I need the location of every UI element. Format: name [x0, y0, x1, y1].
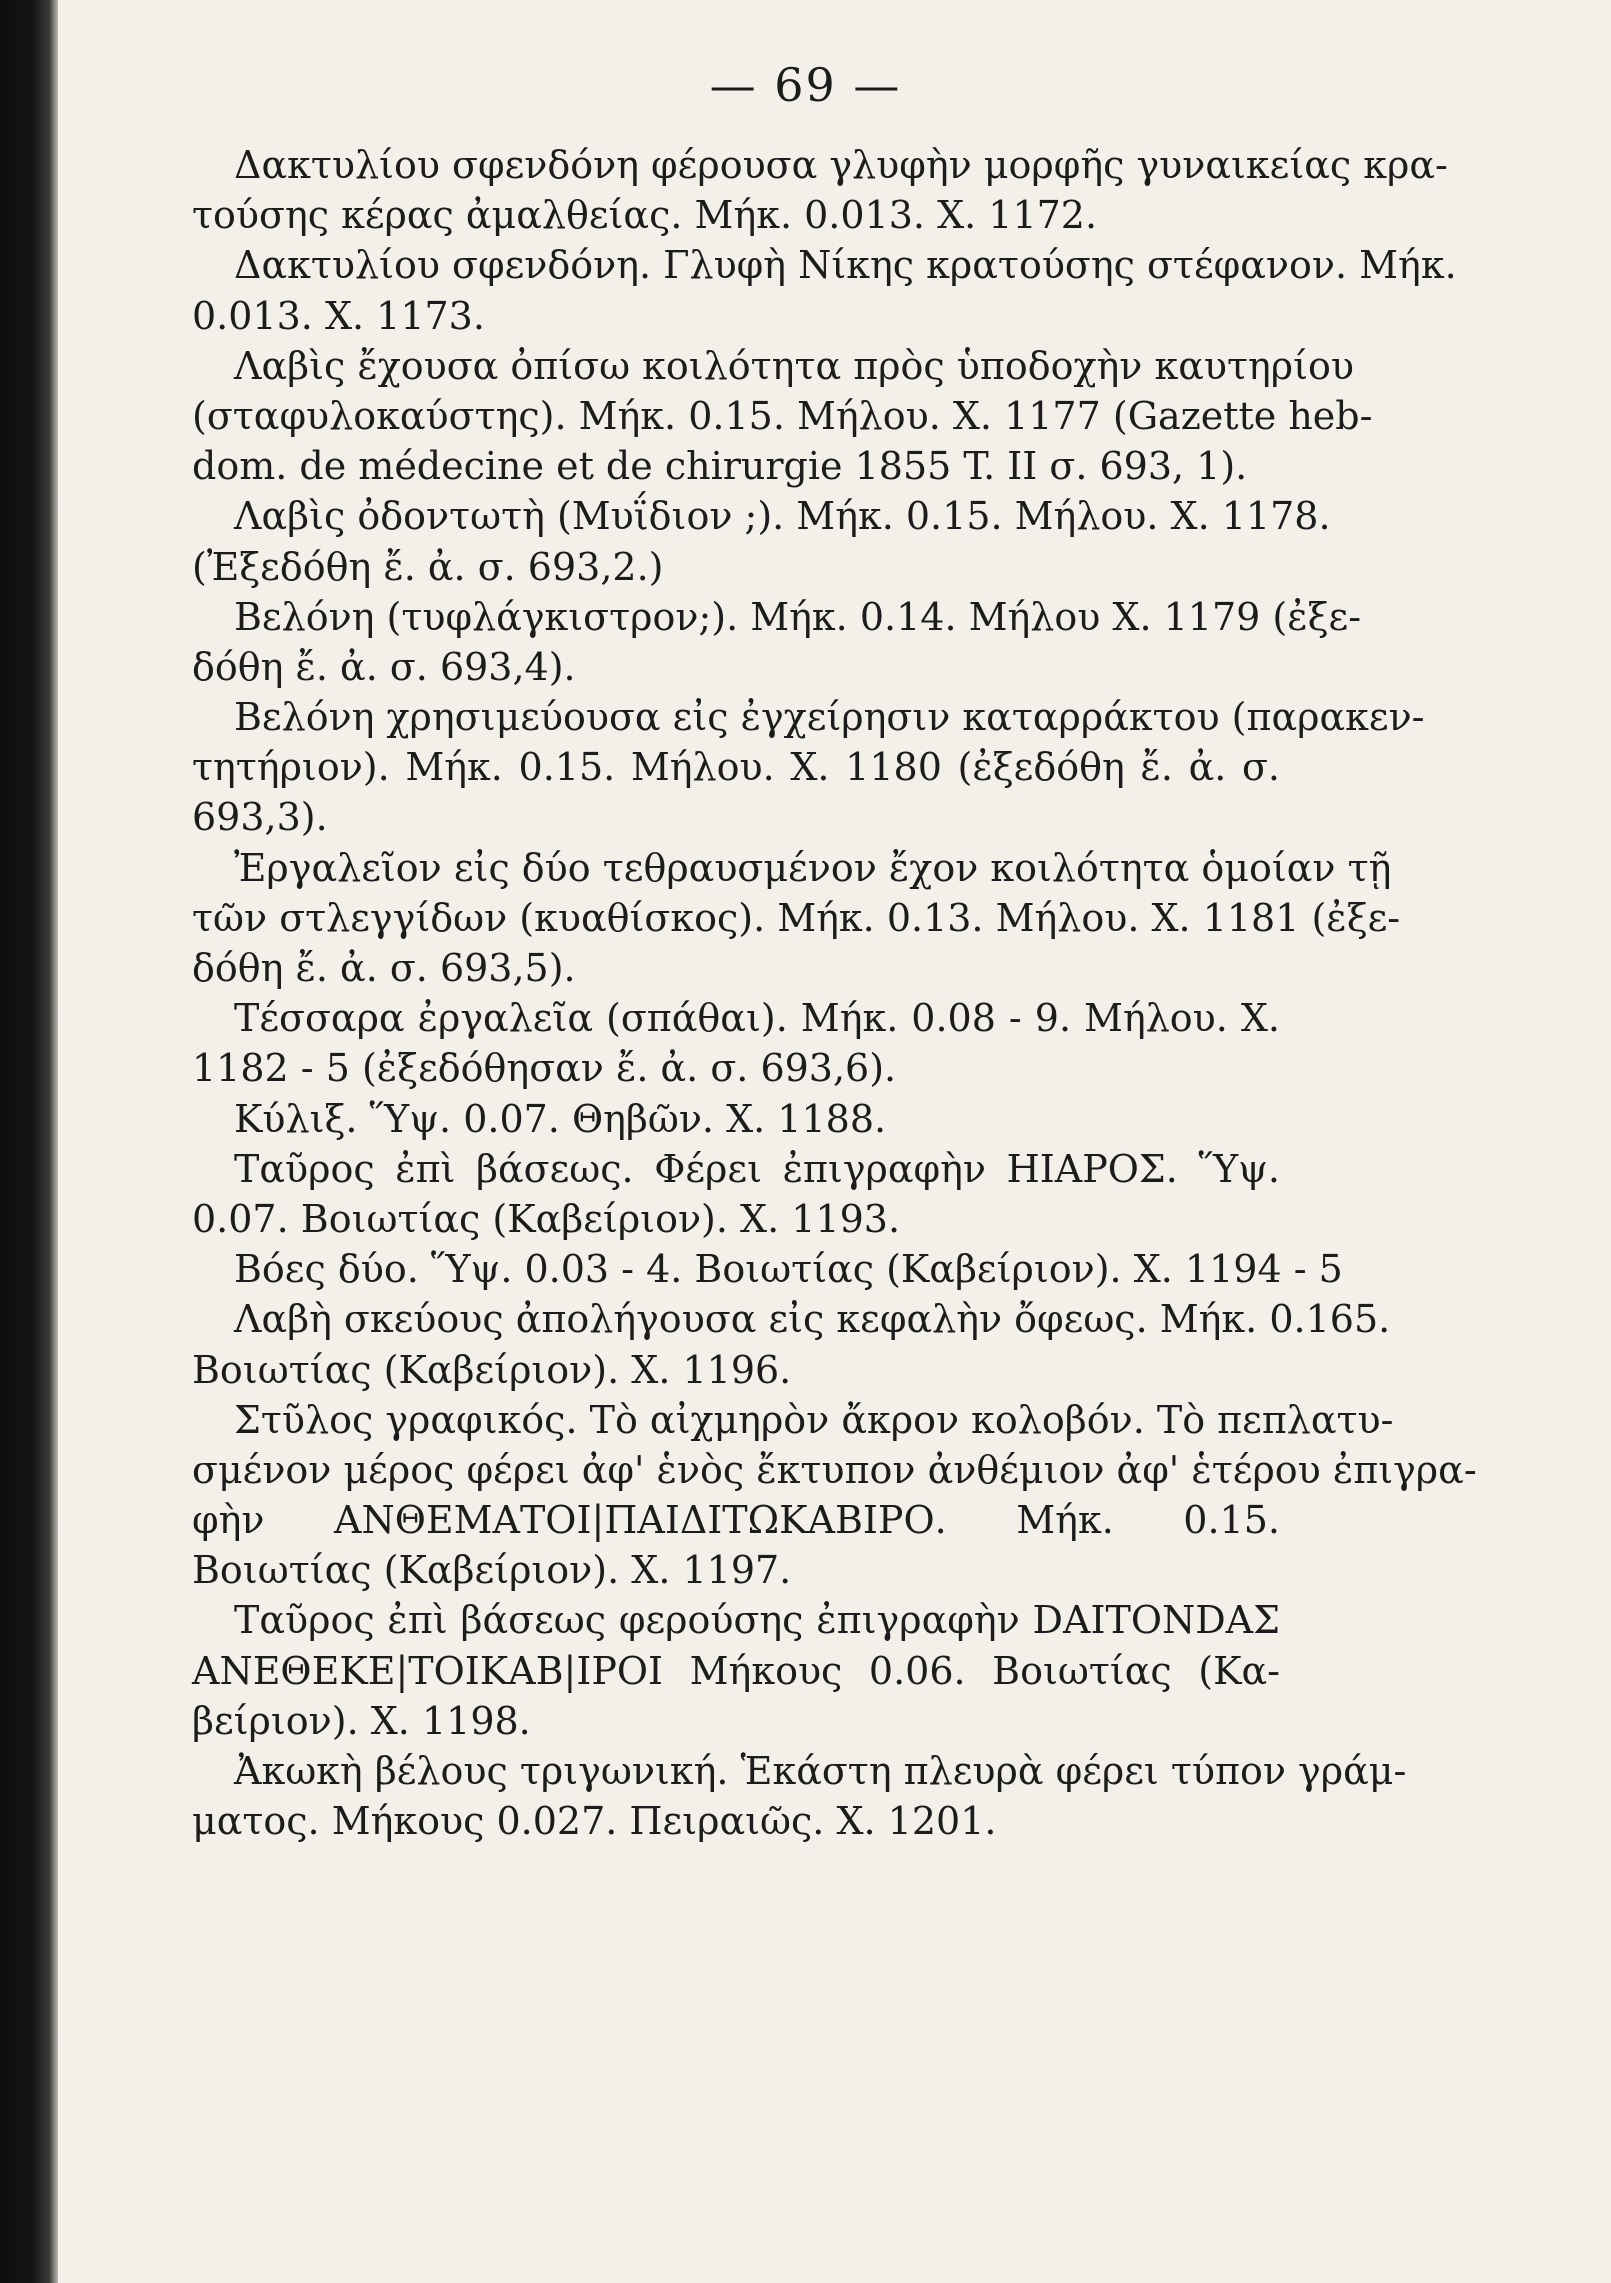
- text-line: τῶν στλεγγίδων (κυαθίσκος). Μήκ. 0.13. Μήλου. Χ. 1181 (ἐξε-: [192, 895, 1401, 940]
- text-line: τητήριον). Μήκ. 0.15. Μήλου. Χ. 1180 (ἐξεδόθη ἔ. ἀ. σ.: [192, 745, 1280, 790]
- text-line: Κύλιξ. Ὕψ. 0.07. Θηβῶν. Χ. 1188.: [234, 1096, 887, 1141]
- text-line: φὴν ΑΝΘΕΜΑΤΟΙ|ΠΑΙΔΙΤΩΚΑΒΙΡΟ. Μήκ. 0.15.: [192, 1498, 1280, 1543]
- text-line: ΑΝΕΘΕΚΕ|ΤΟΙΚΑΒ|ΙΡΟΙ Μήκους 0.06. Βοιωτίας (Κα-: [192, 1648, 1280, 1693]
- text-line: Βοιωτίας (Καβείριον). Χ. 1196.: [192, 1347, 792, 1392]
- text-line: dom. de médecine et de chirurgie 1855 T. II σ. 693, 1).: [192, 444, 1248, 489]
- text-line: Βελόνη χρησιμεύουσα εἰς ἐγχείρησιν καταρράκτου (παρακεν-: [234, 695, 1425, 740]
- text-line: Ταῦρος ἐπὶ βάσεως. Φέρει ἐπιγραφὴν ΗΙΑΡΟΣ. Ὕψ.: [234, 1146, 1280, 1191]
- text-line: Λαβὶς ἔχουσα ὀπίσω κοιλότητα πρὸς ὑποδοχὴν καυτηρίου: [234, 343, 1354, 388]
- text-line: Βοιωτίας (Καβείριον). Χ. 1197.: [192, 1548, 792, 1593]
- text-line: Στῦλος γραφικός. Τὸ αἰχμηρὸν ἄκρον κολοβόν. Τὸ πεπλατυ-: [234, 1397, 1394, 1442]
- text-line: τούσης κέρας ἀμαλθείας. Μήκ. 0.013. Χ. 1172.: [192, 193, 1098, 238]
- page-number: — 69 —: [709, 58, 902, 112]
- text-line: Ταῦρος ἐπὶ βάσεως φερούσης ἐπιγραφὴν DAITONDAΣ: [234, 1598, 1280, 1643]
- text-line: βείριον). Χ. 1198.: [192, 1698, 531, 1743]
- book-binding-edge: [0, 0, 58, 2283]
- text-line: Δακτυλίου σφενδόνη. Γλυφὴ Νίκης κρατούσης στέφανον. Μήκ.: [234, 243, 1457, 288]
- text-line: ματος. Μήκους 0.027. Πειραιῶς. Χ. 1201.: [192, 1799, 997, 1844]
- text-line: δόθη ἔ. ἀ. σ. 693,5).: [192, 946, 576, 990]
- text-line: (σταφυλοκαύστης). Μήκ. 0.15. Μήλου. Χ. 1177 (Gazette heb-: [192, 393, 1373, 438]
- text-line: Λαβὶς ὀδοντωτὴ (Μυΐδιον ;). Μήκ. 0.15. Μήλου. Χ. 1178.: [234, 494, 1331, 539]
- text-line: Βόες δύο. Ὕψ. 0.03 - 4. Βοιωτίας (Καβείριον). Χ. 1194 - 5: [234, 1247, 1343, 1292]
- text-line: Βελόνη (τυφλάγκιστρον;). Μήκ. 0.14. Μήλου Χ. 1179 (ἐξε-: [234, 594, 1362, 639]
- text-line: Δακτυλίου σφενδόνη φέρουσα γλυφὴν μορφῆς γυναικείας κρα-: [234, 143, 1448, 187]
- text-line: δόθη ἔ. ἀ. σ. 693,4).: [192, 644, 576, 689]
- text-line: 693,3).: [192, 795, 328, 840]
- text-line: Ἀκωκὴ βέλους τριγωνική. Ἑκάστη πλευρὰ φέρει τύπον γράμ-: [234, 1749, 1407, 1793]
- text-line: Λαβὴ σκεύους ἀπολήγουσα εἰς κεφαλὴν ὄφεως. Μήκ. 0.165.: [234, 1297, 1391, 1342]
- text-body: [192, 140, 1477, 1846]
- text-line: 1182 - 5 (ἐξεδόθησαν ἔ. ἀ. σ. 693,6).: [192, 1046, 897, 1091]
- text-line: (Ἐξεδόθη ἔ. ἀ. σ. 693,2.): [192, 544, 664, 589]
- text-line: 0.07. Βοιωτίας (Καβείριον). Χ. 1193.: [192, 1196, 901, 1241]
- text-line: σμένον μέρος φέρει ἀφ' ἑνὸς ἔκτυπον ἀνθέμιον ἀφ' ἑτέρου ἐπιγρα-: [192, 1447, 1477, 1492]
- text-line: 0.013. Χ. 1173.: [192, 293, 485, 338]
- text-line: Ἐργαλεῖον εἰς δύο τεθραυσμένον ἔχον κοιλότητα ὁμοίαν τῇ: [234, 845, 1392, 890]
- text-line: Τέσσαρα ἐργαλεῖα (σπάθαι). Μήκ. 0.08 - 9. Μήλου. Χ.: [234, 996, 1280, 1041]
